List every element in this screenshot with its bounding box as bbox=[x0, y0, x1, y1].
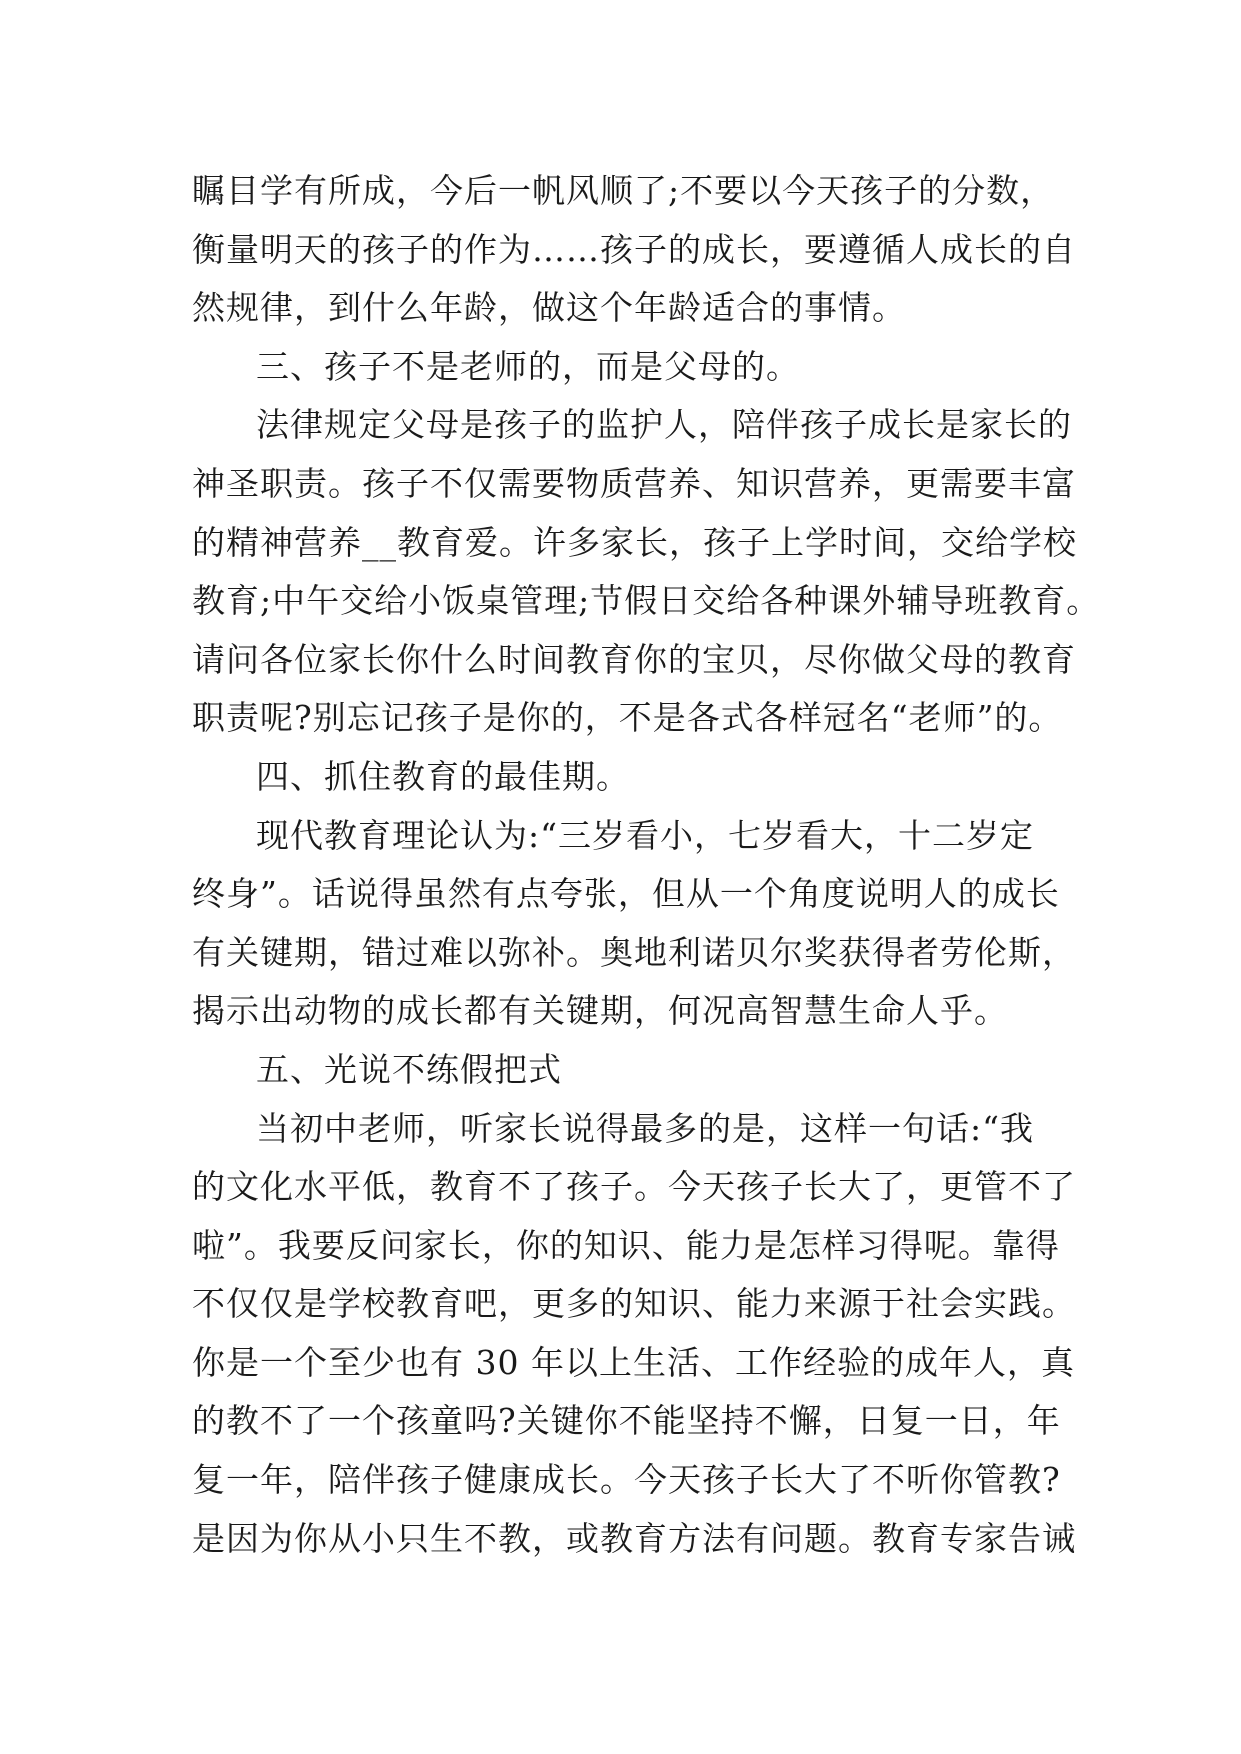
text-line: 现代教育理论认为:“三岁看小，七岁看大，十二岁定 bbox=[256, 815, 1034, 855]
text-line: 不仅仅是学校教育吧，更多的知识、能力来源于社会实践。 bbox=[192, 1284, 1076, 1324]
text-line: 你是一个至少也有 30 年以上生活、工作经验的成年人，真 bbox=[192, 1342, 1075, 1382]
text-line: 的精神营养__教育爱。许多家长，孩子上学时间，交给学校 bbox=[192, 522, 1077, 562]
text-line: 法律规定父母是孩子的监护人，陪伴孩子成长是家长的 bbox=[256, 405, 1072, 445]
text-line: 教育;中午交给小饭桌管理;节假日交给各种课外辅导班教育。 bbox=[192, 581, 1101, 621]
section-heading-5: 五、光说不练假把式 bbox=[256, 1049, 562, 1089]
text-line: 的文化水平低，教育不了孩子。今天孩子长大了，更管不了 bbox=[192, 1167, 1076, 1207]
text-line: 当初中老师，听家长说得最多的是，这样一句话:“我 bbox=[256, 1108, 1034, 1148]
text-line: 终身”。话说得虽然有点夸张，但从一个角度说明人的成长 bbox=[192, 874, 1060, 914]
text-line: 的教不了一个孩童吗?关键你不能坚持不懈，日复一日，年 bbox=[192, 1401, 1061, 1441]
text-line: 衡量明天的孩子的作为……孩子的成长，要遵循人成长的自 bbox=[192, 229, 1076, 269]
text-line: 有关键期，错过难以弥补。奥地利诺贝尔奖获得者劳伦斯， bbox=[192, 932, 1076, 972]
text-line: 啦”。我要反问家长，你的知识、能力是怎样习得呢。靠得 bbox=[192, 1225, 1060, 1265]
text-line: 神圣职责。孩子不仅需要物质营养、知识营养，更需要丰富 bbox=[192, 463, 1076, 503]
section-heading-4: 四、抓住教育的最佳期。 bbox=[256, 756, 630, 796]
text-line: 复一年，陪伴孩子健康成长。今天孩子长大了不听你管教? bbox=[192, 1460, 1061, 1500]
text-line: 职责呢?别忘记孩子是你的，不是各式各样冠名“老师”的。 bbox=[192, 698, 1063, 738]
text-line: 请问各位家长你什么时间教育你的宝贝，尽你做父母的教育 bbox=[192, 639, 1076, 679]
text-line: 是因为你从小只生不教，或教育方法有问题。教育专家告诫 bbox=[192, 1518, 1076, 1558]
text-line: 然规律，到什么年龄，做这个年龄适合的事情。 bbox=[192, 288, 906, 328]
section-heading-3: 三、孩子不是老师的，而是父母的。 bbox=[256, 346, 800, 386]
document-body bbox=[192, 162, 1101, 1568]
text-line: 揭示出动物的成长都有关键期，何况高智慧生命人乎。 bbox=[192, 991, 1008, 1031]
text-line: 瞩目学有所成，今后一帆风顺了;不要以今天孩子的分数， bbox=[192, 171, 1055, 210]
